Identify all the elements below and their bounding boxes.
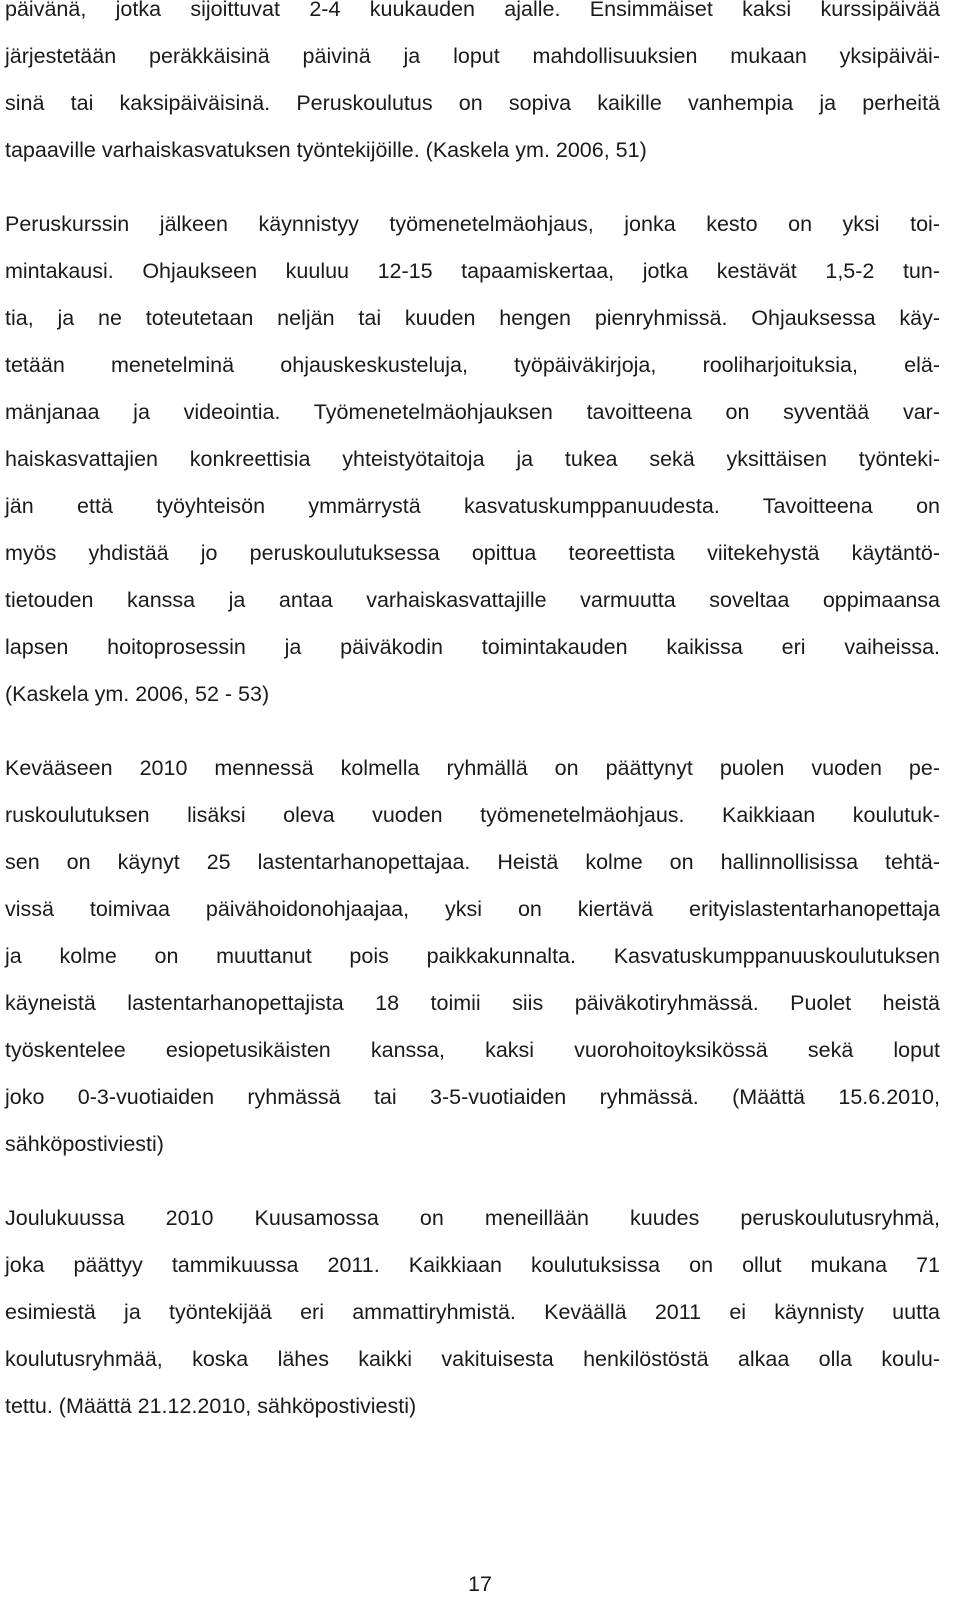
text-line: sen on käynyt 25 lastentarhanopettajaa. Heistä kolme on hallinnollisissa tehtä- (5, 850, 940, 874)
text-line: esimiestä ja työntekijää eri ammattiryhmistä. Keväällä 2011 ei käynnisty uutta (5, 1300, 940, 1324)
text-line: mänjanaa ja videointia. Työmenetelmäohjauksen tavoitteena on syventää var- (5, 400, 940, 424)
text-line: jän että työyhteisön ymmärrystä kasvatuskumppanuudesta. Tavoitteena on (5, 494, 940, 518)
text-line: ruskoulutuksen lisäksi oleva vuoden työmenetelmäohjaus. Kaikkiaan koulutuk- (5, 803, 940, 827)
text-line: tapaaville varhaiskasvatuksen työntekijöille. (Kaskela ym. 2006, 51) (5, 138, 647, 162)
text-line: päivänä, jotka sijoittuvat 2-4 kuukauden ajalle. Ensimmäiset kaksi kurssipäivää (5, 0, 940, 21)
text-line: tettu. (Määttä 21.12.2010, sähköpostiviesti) (5, 1394, 417, 1418)
text-line: vissä toimivaa päivähoidonohjaajaa, yksi on kiertävä erityislastentarhanopettaja (5, 897, 940, 921)
text-line: lapsen hoitoprosessin ja päiväkodin toimintakauden kaikissa eri vaiheissa. (5, 635, 940, 659)
text-line: tetään menetelminä ohjauskeskusteluja, työpäiväkirjoja, rooliharjoituksia, elä- (5, 353, 940, 377)
text-line: ja kolme on muuttanut pois paikkakunnalta. Kasvatuskumppanuuskoulutuksen (5, 944, 940, 968)
text-line: Peruskurssin jälkeen käynnistyy työmenetelmäohjaus, jonka kesto on yksi toi- (5, 212, 940, 236)
text-line: Joulukuussa 2010 Kuusamossa on meneillään kuudes peruskoulutusryhmä, (5, 1206, 940, 1230)
text-line: työskentelee esiopetusikäisten kanssa, kaksi vuorohoitoyksikössä sekä loput (5, 1038, 940, 1062)
text-line: mintakausi. Ohjaukseen kuuluu 12-15 tapaamiskertaa, jotka kestävät 1,5-2 tun- (5, 259, 940, 283)
text-line: Kevääseen 2010 mennessä kolmella ryhmällä on päättynyt puolen vuoden pe- (5, 756, 940, 780)
text-line: tietouden kanssa ja antaa varhaiskasvattajille varmuutta soveltaa oppimaansa (5, 588, 940, 612)
text-line: haiskasvattajien konkreettisia yhteistyötaitoja ja tukea sekä yksittäisen työnteki- (5, 447, 940, 471)
text-line: (Kaskela ym. 2006, 52 - 53) (5, 682, 270, 706)
text-line: tia, ja ne toteutetaan neljän tai kuuden hengen pienryhmissä. Ohjauksessa käy- (5, 306, 940, 330)
text-line: koulutusryhmää, koska lähes kaikki vakituisesta henkilöstöstä alkaa olla koulu- (5, 1347, 940, 1371)
text-line: sinä tai kaksipäiväisinä. Peruskoulutus on sopiva kaikille vanhempia ja perheitä (5, 91, 940, 115)
page-number: 17 (468, 1572, 492, 1596)
text-line: joko 0-3-vuotiaiden ryhmässä tai 3-5-vuotiaiden ryhmässä. (Määttä 15.6.2010, (5, 1085, 940, 1109)
text-line: myös yhdistää jo peruskoulutuksessa opittua teoreettista viitekehystä käytäntö- (5, 541, 940, 565)
text-line: järjestetään peräkkäisinä päivinä ja loput mahdollisuuksien mukaan yksipäiväi- (5, 44, 940, 68)
text-line: käyneistä lastentarhanopettajista 18 toimii siis päiväkotiryhmässä. Puolet heistä (5, 991, 940, 1015)
text-line: sähköpostiviesti) (5, 1132, 164, 1156)
text-line: joka päättyy tammikuussa 2011. Kaikkiaan koulutuksissa on ollut mukana 71 (5, 1253, 940, 1277)
